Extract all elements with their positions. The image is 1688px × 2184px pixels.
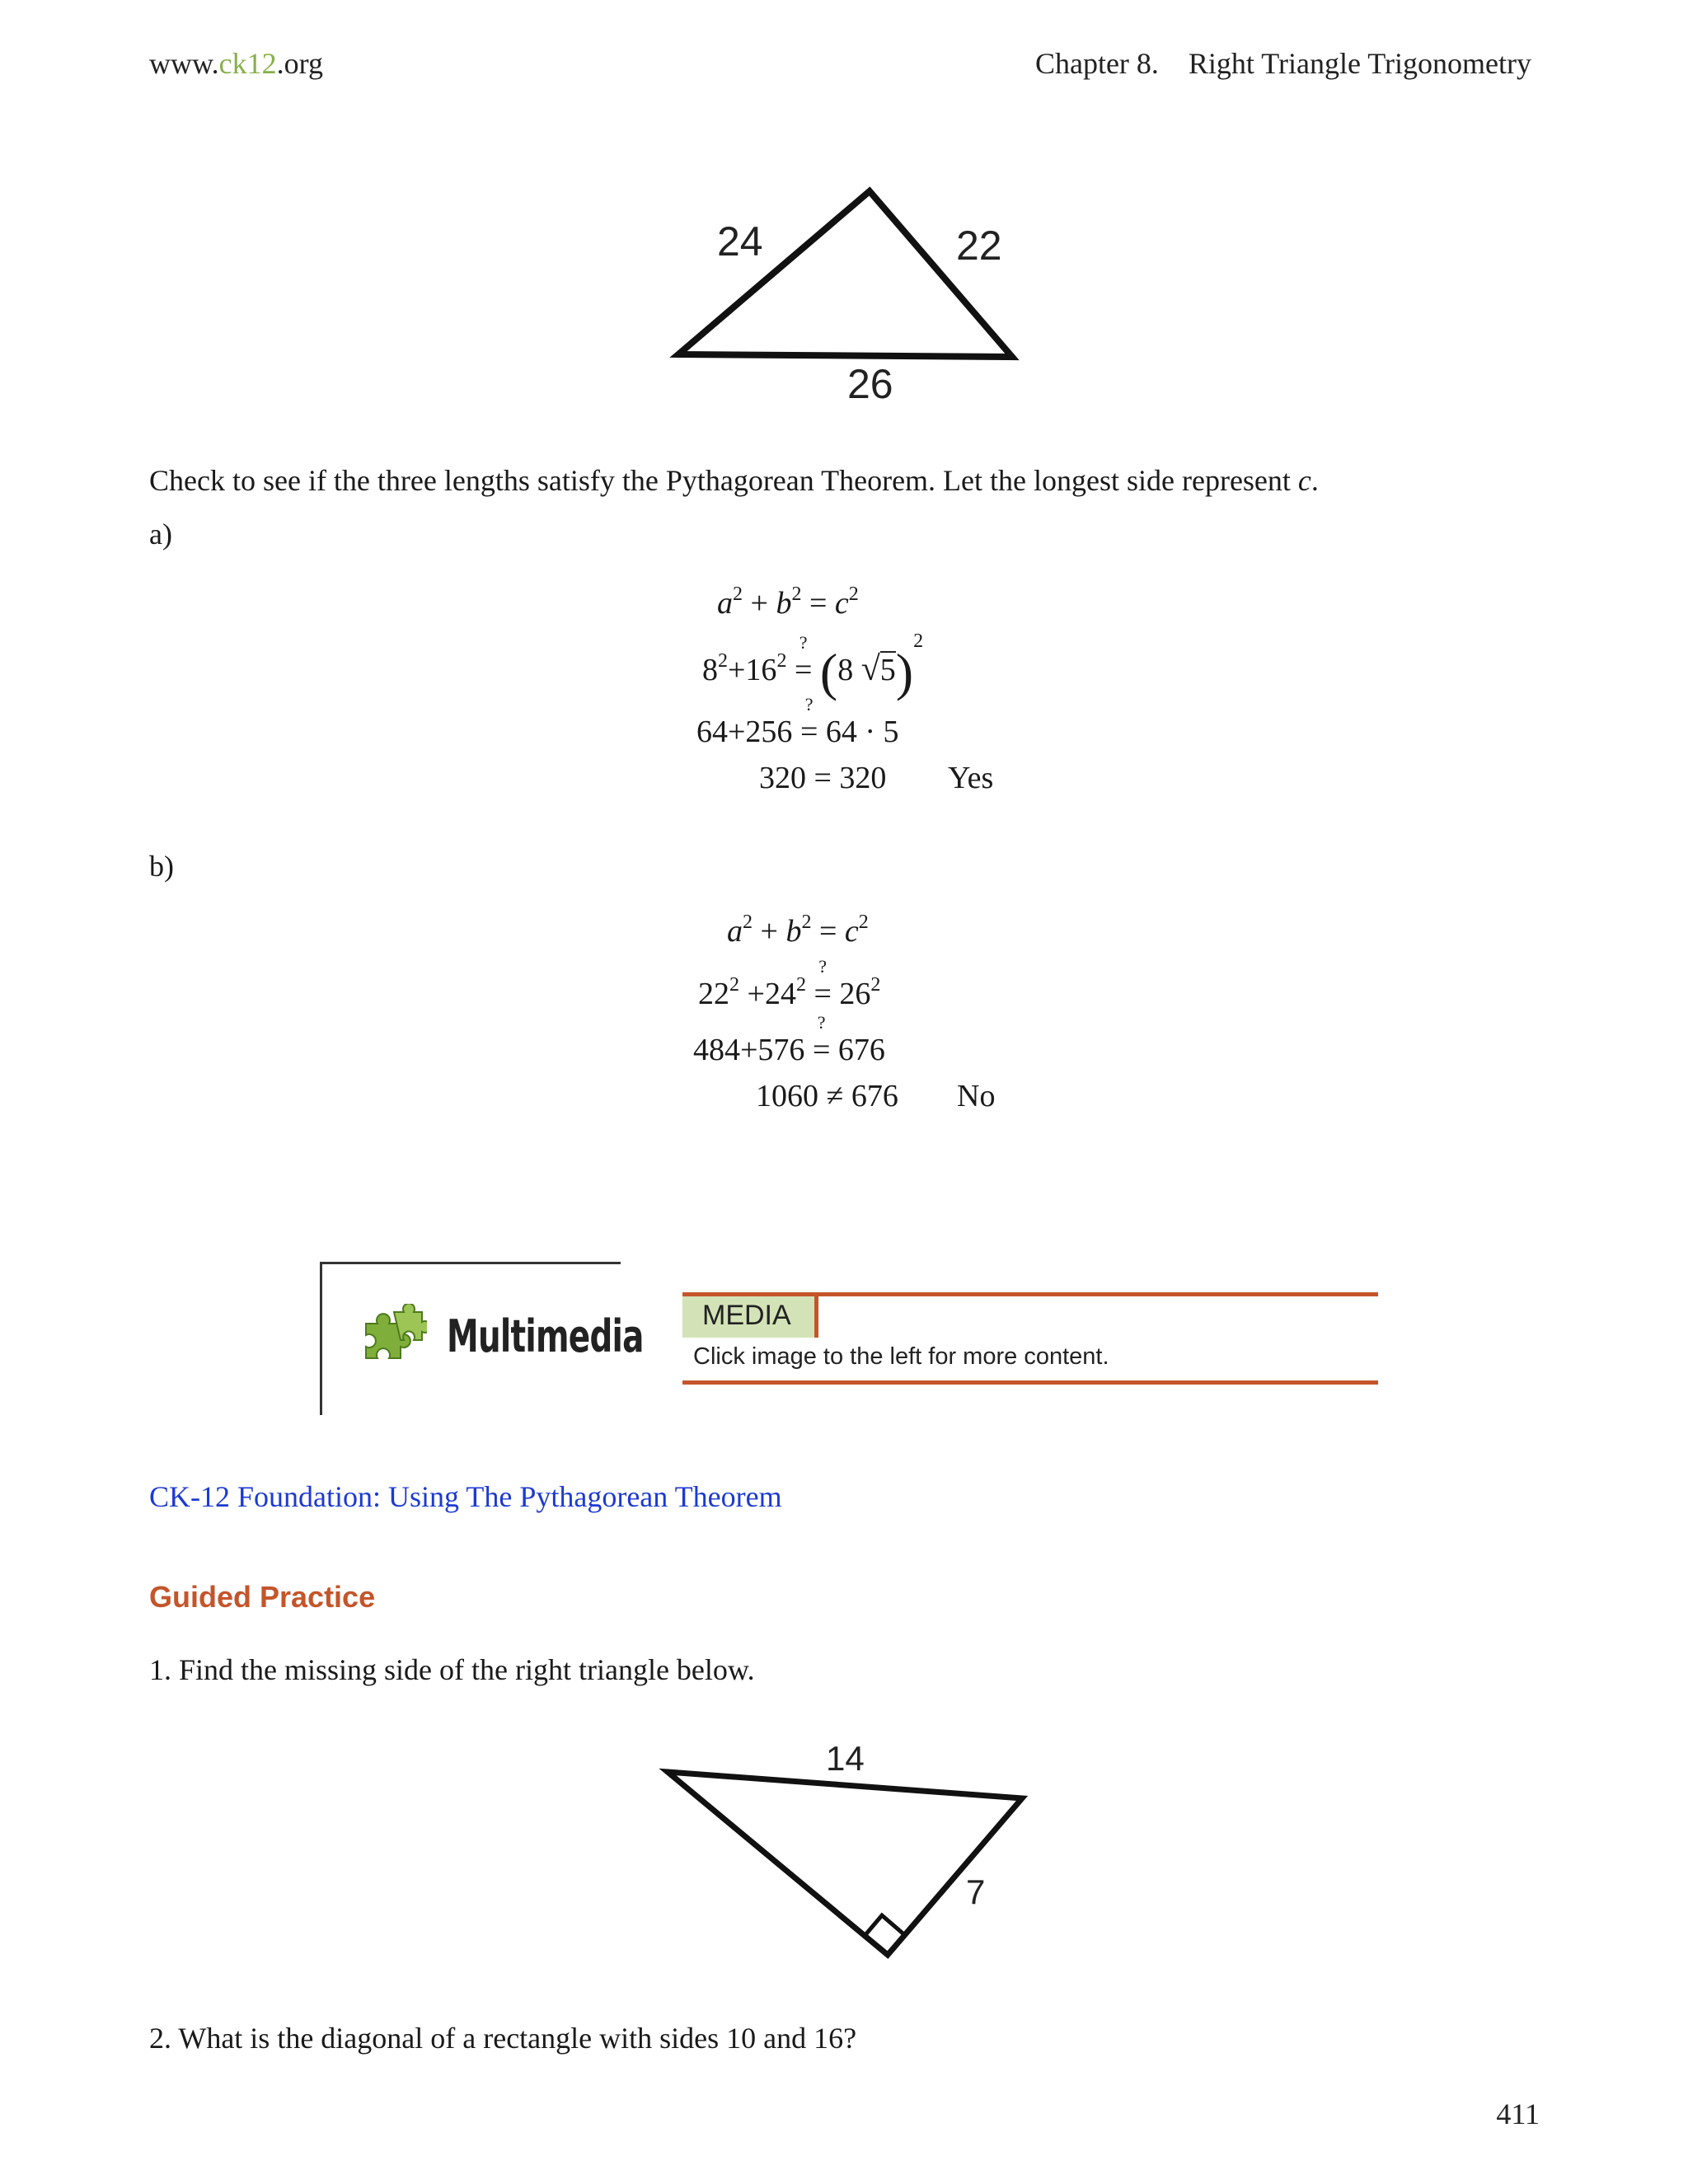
- ck12-video-link[interactable]: CK-12 Foundation: Using The Pythagorean Theorem: [149, 1480, 782, 1513]
- eq-b-line3: 484+576 = ? 676: [693, 1012, 885, 1067]
- eq-b-line2: $22^2 +24^2$ = ? $26^2$: [698, 956, 881, 1011]
- media-rule-bottom: [682, 1380, 1378, 1385]
- intro-end: .: [1311, 464, 1319, 497]
- puzzle-icon: [358, 1304, 427, 1370]
- triangle-figure-2: [643, 1722, 1047, 1970]
- media-tag-text: MEDIA: [702, 1300, 791, 1331]
- intro-var: c: [1297, 464, 1311, 497]
- side-label-right: 22: [956, 223, 1002, 269]
- part-a-label: a): [149, 518, 172, 551]
- header-url: [149, 46, 323, 81]
- intro-text: [149, 463, 1319, 498]
- right-triangle-shape: [668, 1772, 1022, 1955]
- eq-a-line1: $a^2 + b^2 = c^2$: [717, 583, 859, 621]
- side-label-left: 24: [717, 218, 763, 265]
- chapter-title: Chapter 8. Right Triangle Trigonometry: [1034, 47, 1531, 80]
- section-heading: Guided Practice: [149, 1580, 376, 1614]
- media-tag: [682, 1296, 818, 1338]
- eq-b-line4: 1060 ≠ 676: [756, 1079, 898, 1113]
- question-1: 1. Find the missing side of the right triangle below.: [149, 1653, 755, 1686]
- url-suffix: .org: [276, 47, 323, 80]
- question-2: 2. What is the diagonal of a rectangle with sides 10 and 16?: [149, 2022, 857, 2055]
- side-label-bottom: 26: [847, 361, 893, 407]
- eq-a-verdict: Yes: [948, 761, 994, 795]
- eq-b-verdict: No: [957, 1079, 996, 1113]
- multimedia-label: Multimedia: [447, 1310, 644, 1362]
- triangle-shape: [678, 191, 1012, 357]
- media-description: Click image to the left for more content.: [693, 1343, 1109, 1370]
- page-number: 411: [1496, 2097, 1540, 2130]
- leg-label: 7: [966, 1872, 986, 1911]
- intro-body: Check to see if the three lengths satisfy the Pythagorean Theorem. Let the longest side represent: [149, 464, 1298, 497]
- eq-b-line1: $a^2 + b^2 = c^2$: [727, 912, 869, 949]
- right-angle-marker: [864, 1915, 906, 1937]
- url-brand: ck12: [218, 47, 277, 80]
- url-prefix: www.: [149, 47, 219, 80]
- eq-a-line3: 64+256 = ? 64 · 5: [696, 694, 899, 749]
- hyp-label: 14: [826, 1739, 865, 1778]
- part-b-label: b): [149, 850, 174, 883]
- eq-a-line4: 320 = 320: [759, 761, 887, 795]
- eq-a-line2: $8^2+16^2$ = ? (8 √5)$^2$: [702, 630, 924, 701]
- triangle-figure-1: [643, 165, 1039, 429]
